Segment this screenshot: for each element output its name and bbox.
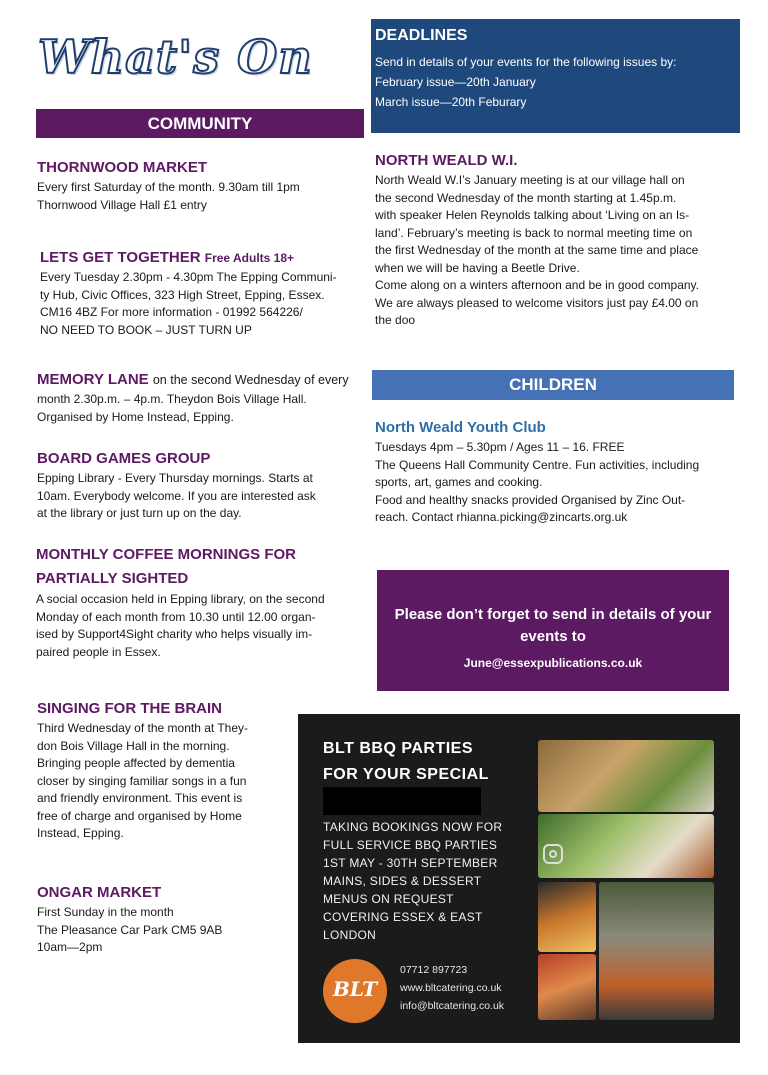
event-line: The Pleasance Car Park CM5 9AB [37, 922, 223, 937]
event-line: the doo [375, 313, 416, 327]
event-line: the second Wednesday of the month starting at 1.45p.m. [375, 190, 677, 205]
event-line: Food and healthy snacks provided Organised by Zinc Out- [375, 492, 686, 507]
event-line: on the second Wednesday of every [152, 373, 349, 387]
deadlines-intro: Send in details of your events for the following issues by: [375, 55, 677, 69]
event-line: CM16 4BZ For more information - 01992 564226/ [40, 305, 303, 319]
page-title: What's On [38, 30, 313, 84]
event-title: THORNWOOD MARKET [37, 159, 207, 176]
event-line: reach. Contact rhianna.picking@zincarts.org.uk [375, 510, 628, 524]
event-line: ised by Support4Sight charity who helps visually im- [36, 627, 313, 641]
ad-email[interactable]: info@bltcatering.co.uk [400, 1000, 505, 1012]
event-title: ONGAR MARKET [37, 884, 162, 901]
ad-list-line: LONDON [323, 928, 377, 942]
event-tag: Free Adults 18+ [204, 251, 295, 265]
ad-list [323, 818, 502, 944]
event-line: Bringing people affected by dementia [37, 756, 235, 770]
event-line: and friendly environment. This event is [37, 791, 243, 805]
ad-headline [323, 736, 489, 788]
event-line: Every Tuesday 2.30pm - 4.30pm The Epping Communi- [40, 270, 337, 284]
chef-photo [599, 882, 714, 1020]
event-title: MEMORY LANE [37, 371, 149, 388]
ad-list-line: MAINS, SIDES & DESSERT [323, 874, 482, 888]
event-line: the first Wednesday of the month at the same time and place [375, 243, 699, 257]
event-line: North Weald W.I’s January meeting is at our village hall on [375, 173, 685, 187]
board-games-group [37, 448, 367, 523]
event-title: LETS GET TOGETHER [40, 249, 201, 266]
deadlines-body [375, 52, 677, 112]
food-photo [538, 954, 596, 1020]
ad-list-line: TAKING BOOKINGS NOW FOR [323, 820, 503, 834]
youth-club [375, 417, 740, 527]
event-line: We are always pleased to welcome visitors just pay £4.00 on [375, 295, 699, 310]
ad-headline-line: FOR YOUR SPECIAL [323, 766, 489, 783]
ad-website[interactable]: www.bltcatering.co.uk [400, 982, 502, 994]
event-line: The Queens Hall Community Centre. Fun activities, including [375, 457, 700, 472]
event-line: Third Wednesday of the month at They- [37, 721, 249, 735]
event-line: free of charge and organised by Home [37, 808, 242, 823]
blt-logo [323, 959, 387, 1023]
event-line: don Bois Village Hall in the morning. [37, 738, 230, 753]
lets-get-together [40, 247, 360, 339]
logo-text: BLT [332, 977, 378, 1001]
event-title: SINGING FOR THE BRAIN [37, 700, 223, 717]
event-title: MONTHLY COFFEE MORNINGS FOR [36, 546, 297, 563]
ad-phone: 07712 897723 [400, 964, 468, 976]
food-photo [538, 814, 714, 878]
event-line: paired people in Essex. [36, 644, 161, 659]
ad-list-line: MENUS ON REQUEST [323, 892, 454, 906]
ongar-market [37, 882, 287, 957]
event-line: Epping Library - Every Thursday mornings. Starts at [37, 471, 313, 485]
bbq-advert [298, 714, 740, 1043]
food-photo [538, 740, 714, 812]
thornwood-market [37, 157, 367, 214]
notice-line: Please don’t forget to send in details of your [394, 606, 712, 623]
event-title: BOARD GAMES GROUP [37, 450, 211, 467]
ad-contact [400, 961, 504, 1015]
children-bar: CHILDREN [372, 370, 734, 400]
event-line: sports, art, games and cooking. [375, 475, 543, 489]
event-line: at the library or just turn up on the day. [37, 506, 242, 520]
instagram-icon [543, 844, 563, 864]
event-line: NO NEED TO BOOK – JUST TURN UP [40, 322, 252, 337]
event-line: Instead, Epping. [37, 826, 124, 840]
event-line: with speaker Helen Reynolds talking about ‘Living on an Is- [375, 208, 690, 222]
ad-list-line: COVERING ESSEX & EAST [323, 910, 483, 924]
coffee-mornings [36, 543, 360, 661]
notice-line: events to [520, 628, 586, 645]
community-bar: COMMUNITY [36, 109, 364, 138]
singing-for-the-brain [37, 698, 287, 843]
notice-email[interactable]: June@essexpublications.co.uk [463, 656, 643, 670]
event-line: Every first Saturday of the month. 9.30am till 1pm [37, 180, 300, 194]
redacted-block [323, 787, 481, 815]
deadlines-title: DEADLINES [375, 27, 468, 44]
event-line: A social occasion held in Epping library, on the second [36, 592, 325, 606]
ad-list-line: FULL SERVICE BBQ PARTIES [323, 838, 498, 852]
north-weald-wi [375, 150, 740, 330]
event-line: Come along on a winters afternoon and be in good company. [375, 278, 699, 292]
event-line: when we will be having a Beetle Drive. [375, 260, 580, 275]
ad-headline-line: BLT BBQ PARTIES [323, 740, 474, 757]
event-line: closer by singing familiar songs in a fun [37, 773, 247, 788]
submit-notice [377, 570, 729, 691]
event-line: land’. February’s meeting is back to normal meeting time on [375, 225, 693, 240]
deadline-line: February issue—20th January [375, 75, 536, 89]
memory-lane [37, 369, 367, 426]
deadline-line: March issue—20th Feburary [375, 95, 527, 109]
event-line: 10am—2pm [37, 940, 103, 954]
event-line: 10am. Everybody welcome. If you are interested ask [37, 488, 316, 503]
event-line: Monday of each month from 10.30 until 12.00 organ- [36, 609, 316, 624]
event-title: North Weald Youth Club [375, 419, 546, 436]
deadlines-box [371, 19, 740, 133]
event-line: month 2.30p.m. – 4p.m. Theydon Bois Village Hall. [37, 392, 307, 406]
event-title: PARTIALLY SIGHTED [36, 570, 189, 587]
food-photo [538, 882, 596, 952]
event-line: Thornwood Village Hall £1 entry [37, 197, 207, 212]
event-line: First Sunday in the month [37, 905, 174, 919]
event-line: Tuesdays 4pm – 5.30pm / Ages 11 – 16. FREE [375, 440, 625, 454]
ad-list-line: 1ST MAY - 30TH SEPTEMBER [323, 856, 498, 870]
event-line: ty Hub, Civic Offices, 323 High Street, Epping, Essex. [40, 287, 325, 302]
event-line: Organised by Home Instead, Epping. [37, 409, 234, 424]
event-title: NORTH WEALD W.I. [375, 152, 518, 169]
